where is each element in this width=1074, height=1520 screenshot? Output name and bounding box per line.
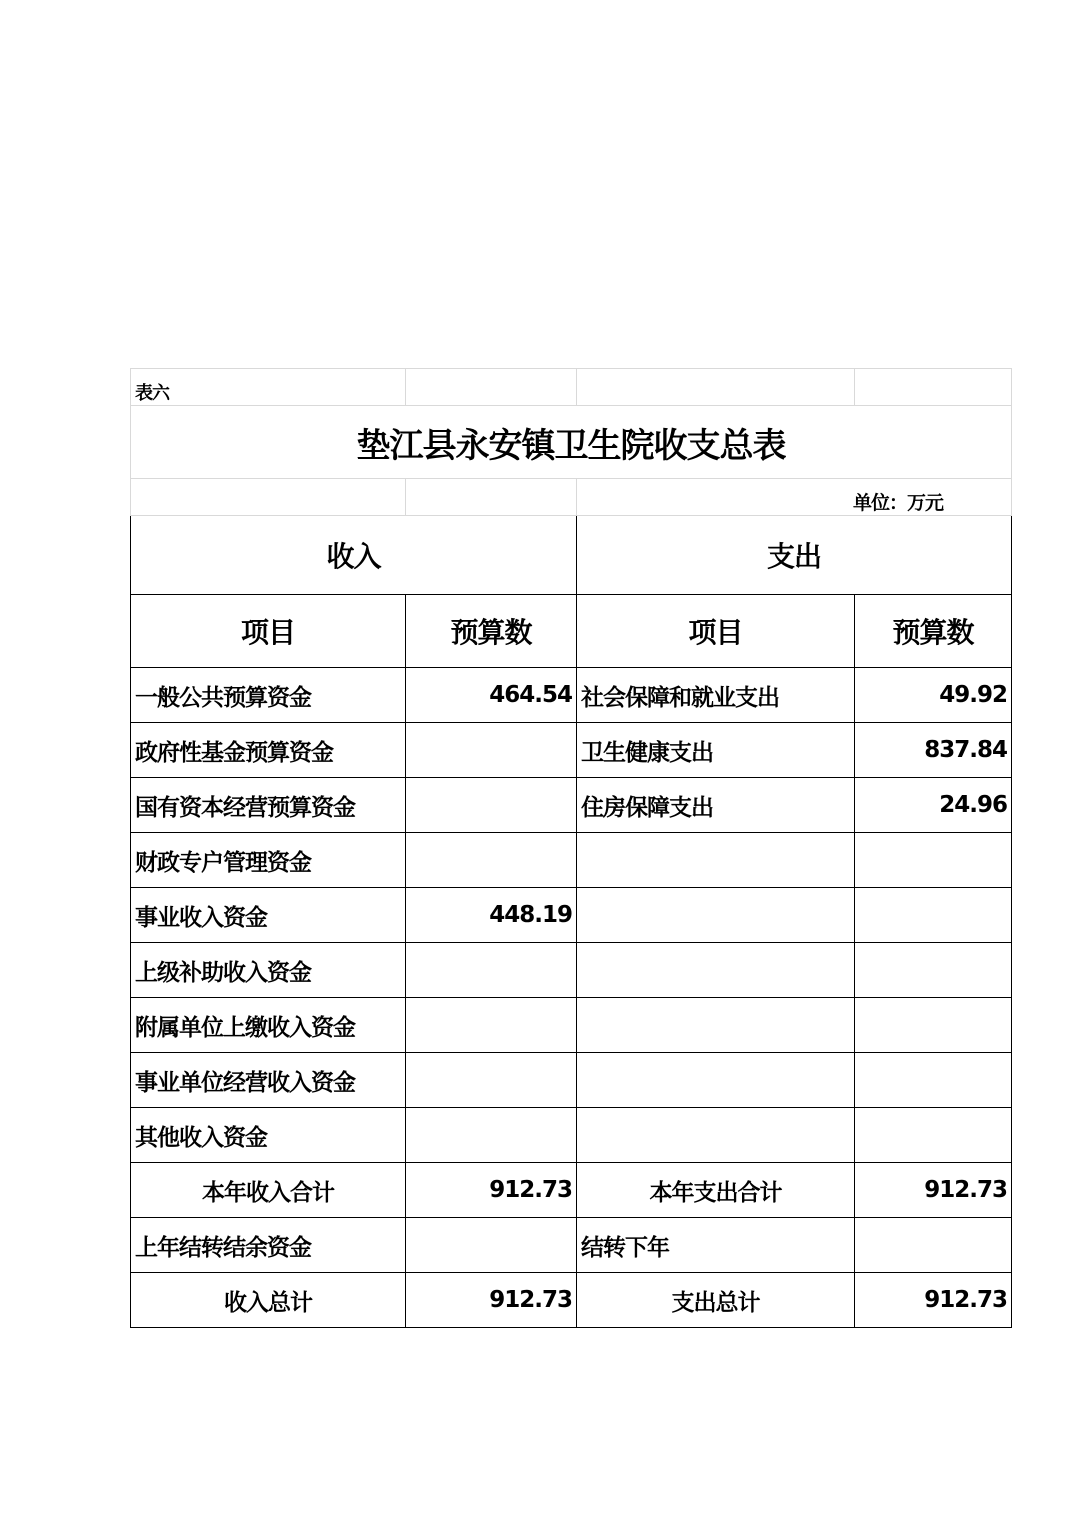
expense-subtotal-label: 本年支出合计	[577, 1163, 855, 1218]
expense-budget-header: 预算数	[855, 595, 1012, 668]
sheet-label-row	[131, 369, 1012, 406]
expense-item-header: 项目	[577, 595, 855, 668]
unit-label: 单位：万元	[577, 479, 1012, 516]
expense-section-header: 支出	[577, 516, 1012, 595]
expense-total-label: 支出总计	[577, 1273, 855, 1328]
expense-value-cell	[855, 888, 1012, 943]
income-carryover-value	[406, 1218, 577, 1273]
expense-item-cell: 社会保障和就业支出	[577, 668, 855, 723]
expense-value-cell	[855, 1053, 1012, 1108]
expense-item-cell	[577, 833, 855, 888]
income-item-cell: 政府性基金预算资金	[131, 723, 406, 778]
expense-item-cell	[577, 888, 855, 943]
income-subtotal-label: 本年收入合计	[131, 1163, 406, 1218]
income-item-cell: 一般公共预算资金	[131, 668, 406, 723]
income-item-cell: 其他收入资金	[131, 1108, 406, 1163]
expense-subtotal-value: 912.73	[855, 1163, 1012, 1218]
income-total-value: 912.73	[406, 1273, 577, 1328]
income-value-cell	[406, 1053, 577, 1108]
expense-item-cell	[577, 943, 855, 998]
table-row	[131, 833, 1012, 888]
income-item-cell: 事业单位经营收入资金	[131, 1053, 406, 1108]
expense-item-cell	[577, 1108, 855, 1163]
sheet-label: 表六	[131, 369, 406, 406]
unit-row	[131, 479, 1012, 516]
income-item-header: 项目	[131, 595, 406, 668]
income-value-cell	[406, 723, 577, 778]
income-item-cell: 国有资本经营预算资金	[131, 778, 406, 833]
expense-value-cell: 24.96	[855, 778, 1012, 833]
table-row	[131, 998, 1012, 1053]
page-title: 垫江县永安镇卫生院收支总表	[131, 406, 1012, 479]
expense-item-cell	[577, 1053, 855, 1108]
table-row	[131, 668, 1012, 723]
section-header-row	[131, 516, 1012, 595]
income-value-cell: 448.19	[406, 888, 577, 943]
expense-value-cell	[855, 943, 1012, 998]
expense-value-cell	[855, 998, 1012, 1053]
table-row	[131, 723, 1012, 778]
expense-item-cell: 住房保障支出	[577, 778, 855, 833]
expense-value-cell	[855, 1108, 1012, 1163]
expense-item-cell: 卫生健康支出	[577, 723, 855, 778]
income-value-cell	[406, 943, 577, 998]
expense-value-cell	[855, 833, 1012, 888]
title-row	[131, 406, 1012, 479]
expense-value-cell: 837.84	[855, 723, 1012, 778]
carryover-row	[131, 1218, 1012, 1273]
expense-carryover-value	[855, 1218, 1012, 1273]
income-item-cell: 事业收入资金	[131, 888, 406, 943]
table-row	[131, 1053, 1012, 1108]
income-item-cell: 财政专户管理资金	[131, 833, 406, 888]
expense-item-cell	[577, 998, 855, 1053]
income-total-label: 收入总计	[131, 1273, 406, 1328]
expense-total-value: 912.73	[855, 1273, 1012, 1328]
expense-value-cell: 49.92	[855, 668, 1012, 723]
income-value-cell	[406, 833, 577, 888]
table-row	[131, 943, 1012, 998]
income-budget-header: 预算数	[406, 595, 577, 668]
table-row	[131, 1108, 1012, 1163]
total-row	[131, 1273, 1012, 1328]
expense-carryover-label: 结转下年	[577, 1218, 855, 1273]
table-row	[131, 778, 1012, 833]
income-value-cell	[406, 778, 577, 833]
income-item-cell: 上级补助收入资金	[131, 943, 406, 998]
column-header-row	[131, 595, 1012, 668]
income-value-cell	[406, 1108, 577, 1163]
income-item-cell: 附属单位上缴收入资金	[131, 998, 406, 1053]
subtotal-row	[131, 1163, 1012, 1218]
income-value-cell: 464.54	[406, 668, 577, 723]
table-row	[131, 888, 1012, 943]
income-section-header: 收入	[131, 516, 577, 595]
budget-summary-table	[130, 368, 1012, 1328]
income-subtotal-value: 912.73	[406, 1163, 577, 1218]
income-carryover-label: 上年结转结余资金	[131, 1218, 406, 1273]
income-value-cell	[406, 998, 577, 1053]
